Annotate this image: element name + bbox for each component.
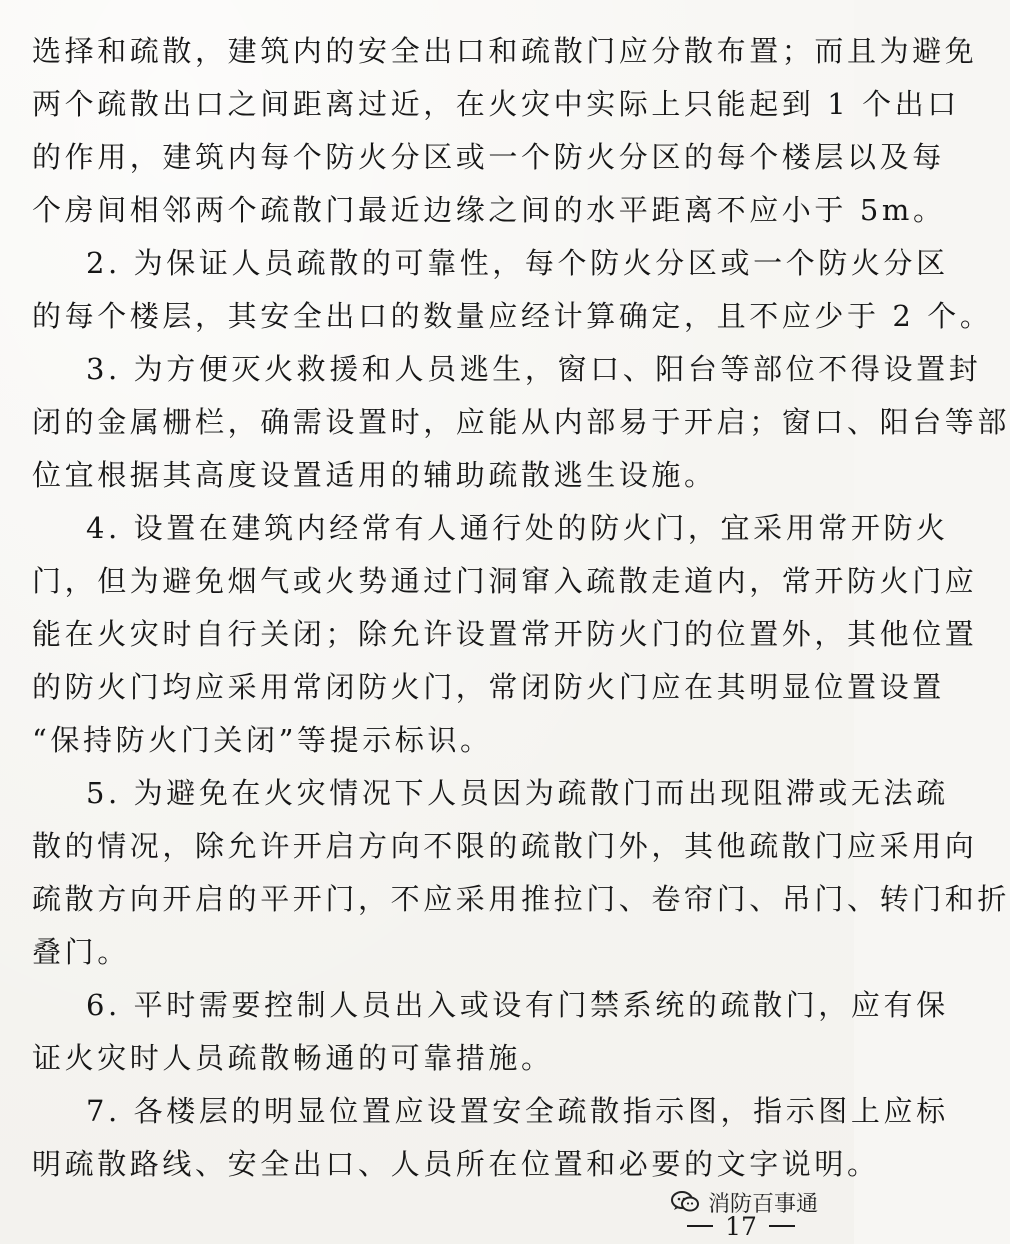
text-line-6: 的每个楼层，其安全出口的数量应经计算确定，且不应少于 2 个。: [32, 299, 993, 333]
text-line-16: 散的情况，除允许开启方向不限的疏散门外，其他疏散门应采用向: [32, 829, 978, 863]
text-line-21: 7. 各楼层的明显位置应设置安全疏散指示图，指示图上应标: [86, 1094, 949, 1128]
text-line-17: 疏散方向开启的平开门，不应采用推拉门、卷帘门、吊门、转门和折: [32, 882, 1010, 916]
text-line-3: 的作用，建筑内每个防火分区或一个防火分区的每个楼层以及每: [32, 140, 945, 174]
text-line-7: 3. 为方便灭火救援和人员逃生，窗口、阳台等部位不得设置封: [86, 352, 982, 386]
text-line-8: 闭的金属栅栏，确需设置时，应能从内部易于开启；窗口、阳台等部: [32, 405, 1010, 439]
text-line-4: 个房间相邻两个疏散门最近边缘之间的水平距离不应小于 5m。: [32, 193, 946, 227]
text-line-20: 证火灾时人员疏散畅通的可靠措施。: [32, 1041, 554, 1075]
text-line-12: 能在火灾时自行关闭；除允许设置常开防火门的位置外，其他位置: [32, 617, 978, 651]
text-line-10: 4. 设置在建筑内经常有人通行处的防火门，宜采用常开防火: [86, 511, 949, 545]
watermark-text: 消防百事通: [707, 1191, 818, 1217]
footer-right-dash: [769, 1225, 795, 1227]
text-line-22: 明疏散路线、安全出口、人员所在位置和必要的文字说明。: [32, 1147, 880, 1181]
text-line-14: “保持防火门关闭”等提示标识。: [32, 723, 493, 757]
page-number: 17: [725, 1211, 757, 1241]
text-line-13: 的防火门均应采用常闭防火门，常闭防火门应在其明显位置设置: [32, 670, 945, 704]
text-line-1: 选择和疏散，建筑内的安全出口和疏散门应分散布置；而且为避免: [32, 34, 978, 68]
text-line-18: 叠门。: [32, 935, 130, 969]
text-line-19: 6. 平时需要控制人员出入或设有门禁系统的疏散门，应有保: [86, 988, 949, 1022]
text-line-2: 两个疏散出口之间距离过近，在火灾中实际上只能起到 1 个出口: [32, 87, 960, 121]
text-line-9: 位宜根据其高度设置适用的辅助疏散逃生设施。: [32, 458, 717, 492]
footer-left-dash: [687, 1225, 713, 1227]
text-line-11: 门，但为避免烟气或火势通过门洞窜入疏散走道内，常开防火门应: [32, 564, 978, 598]
page-number-footer: [676, 1209, 806, 1243]
text-line-15: 5. 为避免在火灾情况下人员因为疏散门而出现阻滞或无法疏: [86, 776, 949, 810]
text-line-5: 2. 为保证人员疏散的可靠性，每个防火分区或一个防火分区: [86, 246, 949, 280]
